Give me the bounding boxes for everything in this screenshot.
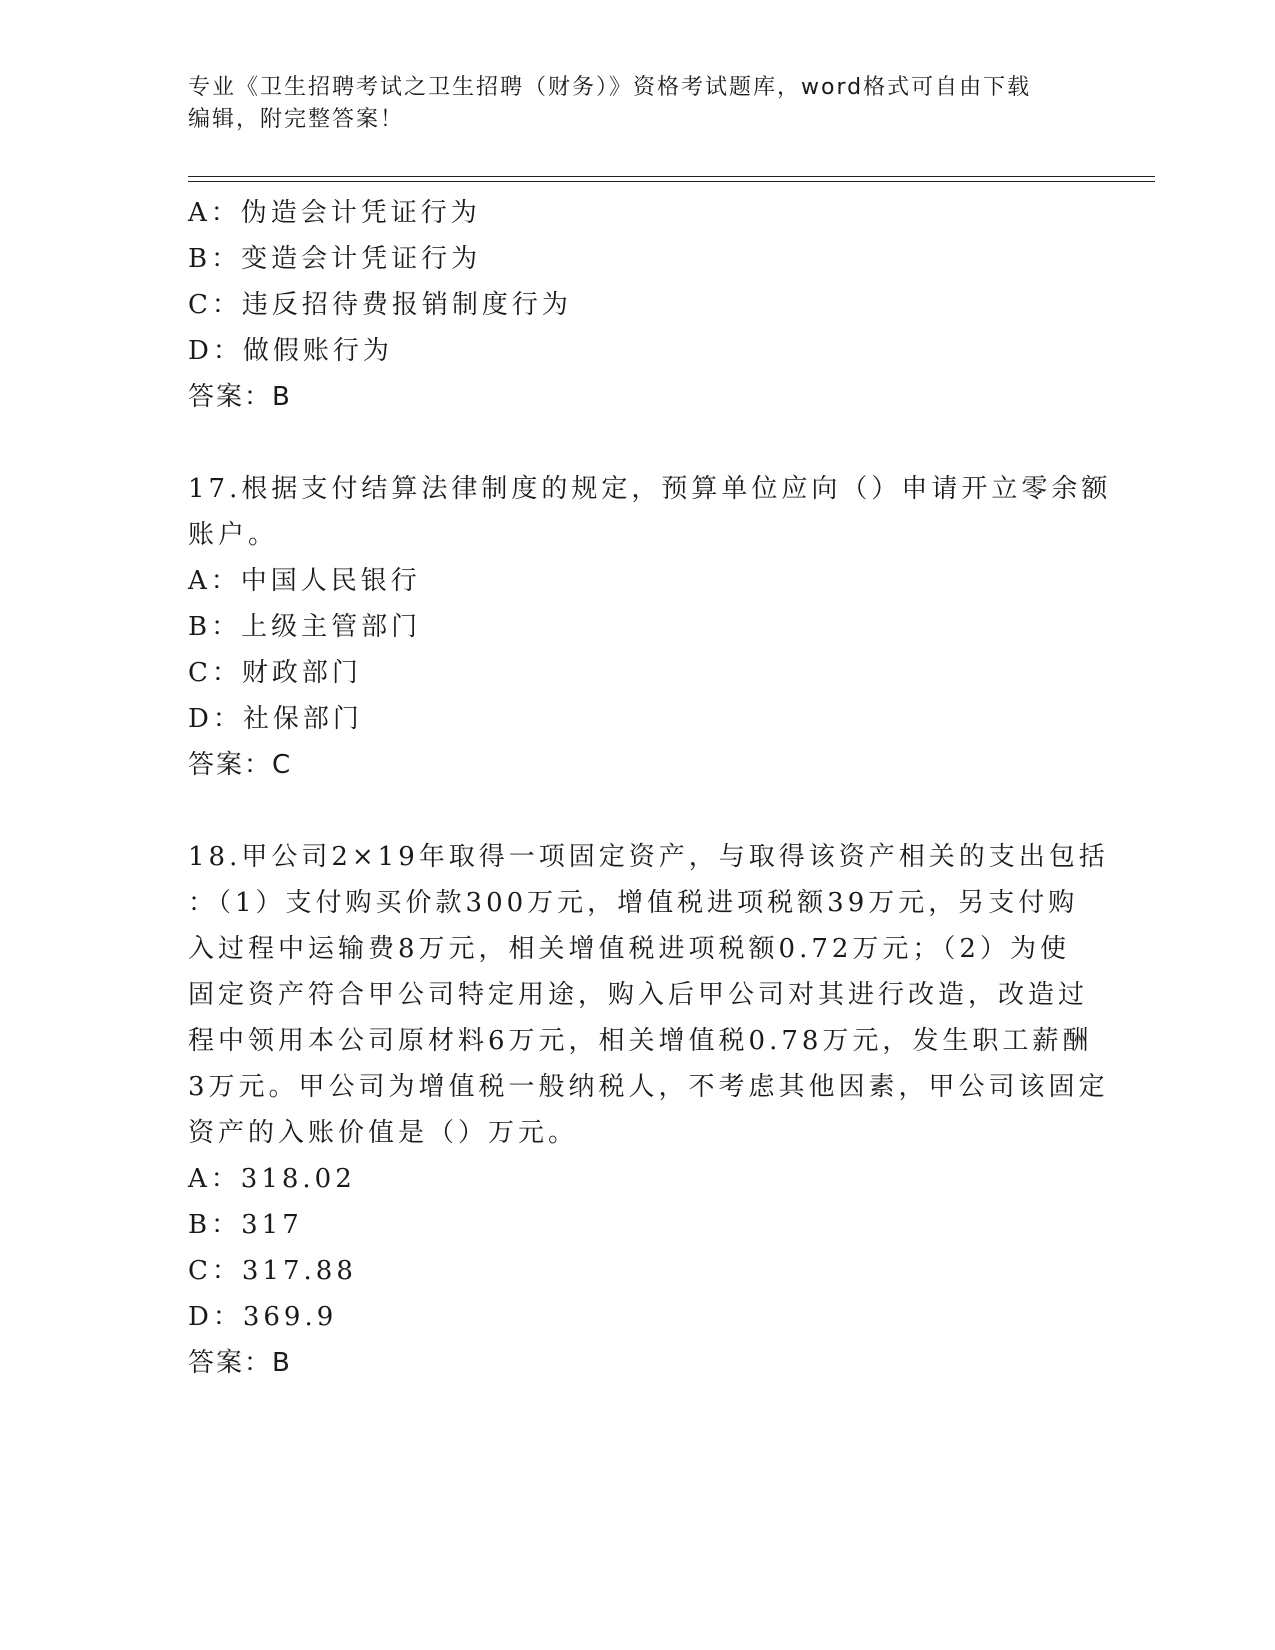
option-b: B：变造会计凭证行为 (188, 244, 482, 274)
header-line-2: 编辑，附完整答案！ (188, 107, 405, 132)
option-d: D：社保部门 (188, 704, 363, 734)
option-c: C：317.88 (188, 1256, 357, 1286)
question-stem-line: 17.根据支付结算法律制度的规定，预算单位应向（）申请开立零余额 (188, 474, 1112, 504)
answer: 答案：B (188, 1348, 292, 1378)
option-b: B：317 (188, 1210, 303, 1240)
option-a: A：中国人民银行 (188, 566, 421, 596)
document-header (188, 72, 1088, 136)
header-rule-top (188, 176, 1155, 177)
question-17 (188, 466, 1112, 788)
header-line-1: 专业《卫生招聘考试之卫生招聘（财务）》资格考试题库，word格式可自由下载 (188, 75, 1032, 100)
question-stem-line: 3万元。甲公司为增值税一般纳税人，不考虑其他因素，甲公司该固定 (188, 1072, 1109, 1102)
question-stem-line: 资产的入账价值是（）万元。 (188, 1118, 579, 1148)
header-rule-bottom (188, 181, 1155, 182)
option-c: C：财政部门 (188, 658, 362, 688)
question-16 (188, 190, 1088, 420)
answer: 答案：B (188, 382, 292, 412)
question-stem-line: 18.甲公司2×19年取得一项固定资产，与取得该资产相关的支出包括 (188, 842, 1109, 872)
option-b: B：上级主管部门 (188, 612, 422, 642)
spacer (188, 788, 1088, 834)
question-stem-line: 固定资产符合甲公司特定用途，购入后甲公司对其进行改造，改造过 (188, 980, 1089, 1010)
question-stem-line: 账户。 (188, 520, 279, 550)
answer: 答案：C (188, 750, 293, 780)
question-stem-line: 程中领用本公司原材料6万元，相关增值税0.78万元，发生职工薪酬 (188, 1026, 1093, 1056)
question-stem-line: ：（1）支付购买价款300万元，增值税进项税额39万元，另支付购 (188, 888, 1079, 918)
question-stem-line: 入过程中运输费8万元，相关增值税进项税额0.72万元；（2）为使 (188, 934, 1070, 964)
spacer (188, 420, 1088, 466)
option-c: C：违反招待费报销制度行为 (188, 290, 572, 320)
option-d: D：做假账行为 (188, 336, 393, 366)
question-18 (188, 834, 1109, 1386)
question-list (188, 190, 1112, 1386)
option-a: A：318.02 (188, 1164, 356, 1194)
option-d: D：369.9 (188, 1302, 338, 1332)
option-a: A：伪造会计凭证行为 (188, 198, 481, 228)
